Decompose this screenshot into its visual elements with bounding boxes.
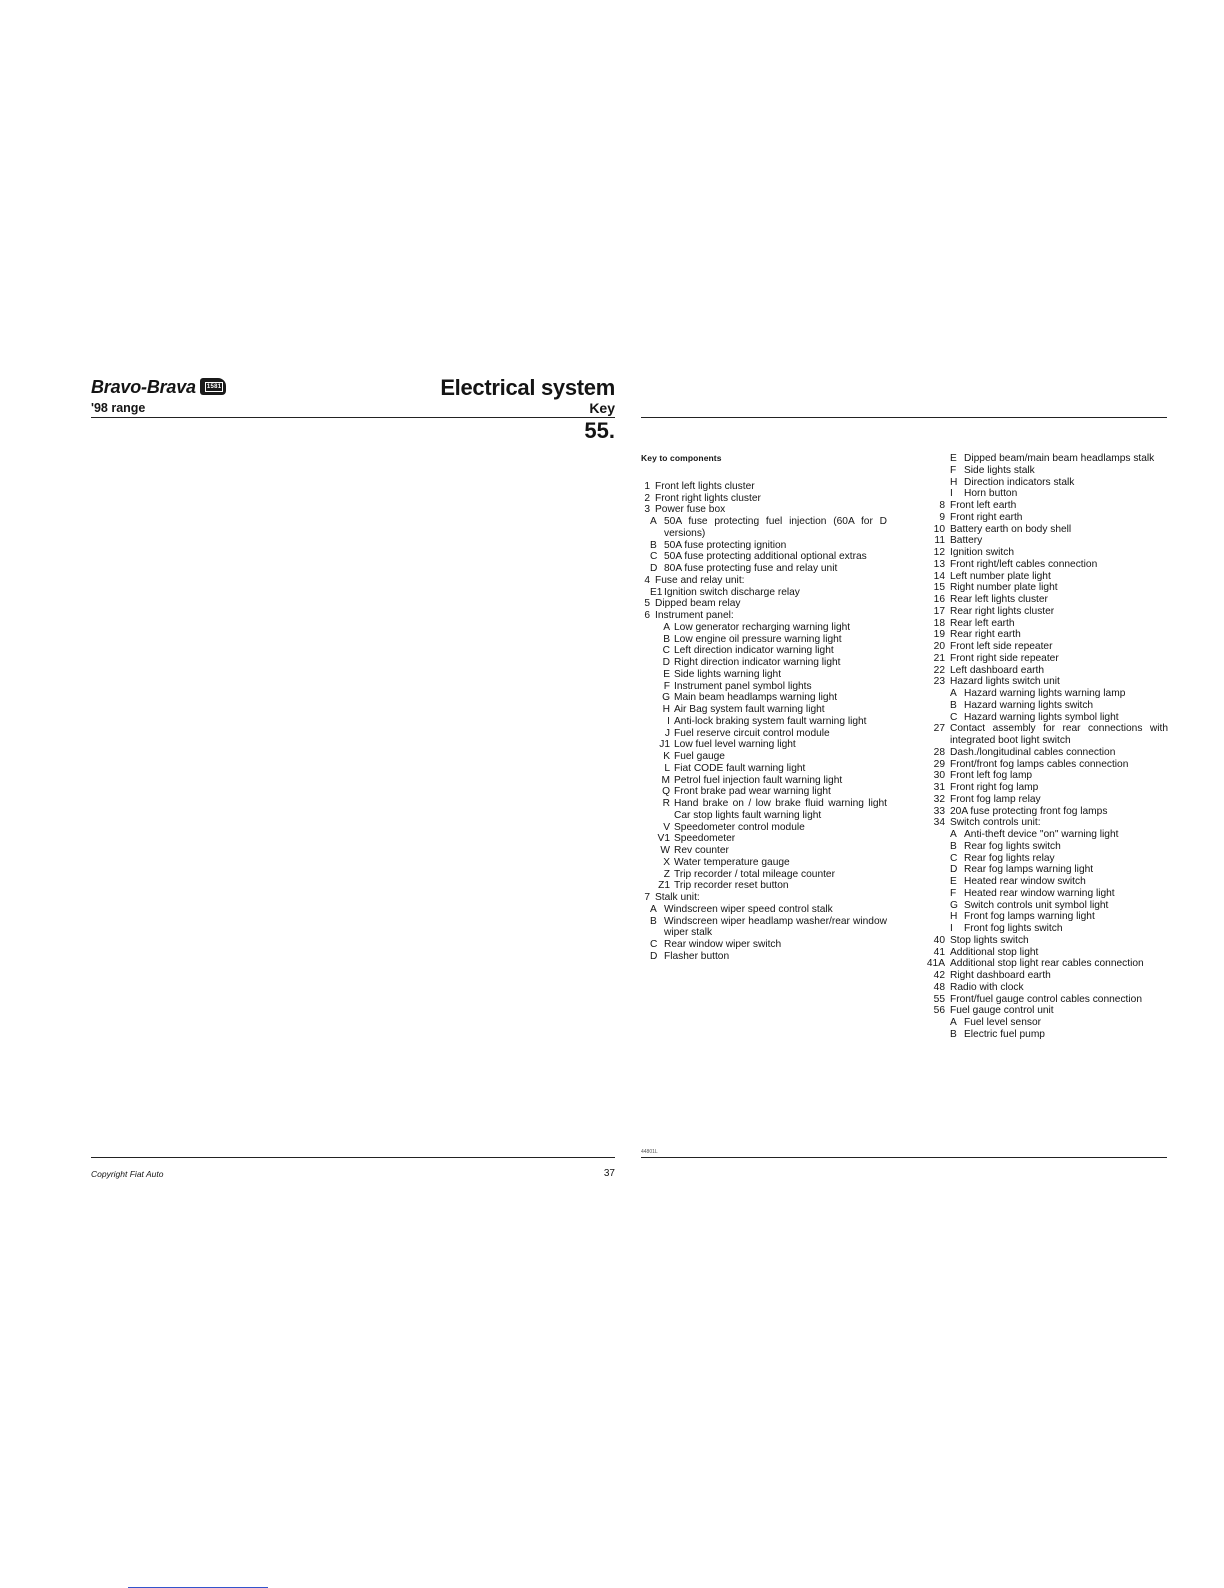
subitem-label: Left direction indicator warning light xyxy=(674,645,834,657)
subitem-label: Hazard warning lights symbol light xyxy=(964,711,1119,723)
subitem-letter: Q xyxy=(662,786,670,798)
component-subitem xyxy=(641,587,887,599)
component-item xyxy=(918,512,1168,524)
subitem-letter: V xyxy=(663,821,670,833)
component-label: Hazard lights switch unit xyxy=(950,676,1060,688)
subitem-label: Instrument panel symbol lights xyxy=(674,680,812,692)
component-subitem xyxy=(918,465,1168,477)
component-subitem xyxy=(641,822,887,834)
subitem-label: Hazard warning lights switch xyxy=(964,699,1094,711)
component-list-2 xyxy=(918,453,1168,1041)
component-item xyxy=(918,547,1168,559)
subitem-label: Speedometer control module xyxy=(674,821,805,833)
component-item xyxy=(641,504,887,516)
subitem-letter: B xyxy=(650,915,657,927)
component-subitem xyxy=(641,951,887,963)
subitem-label: Side lights warning light xyxy=(674,668,782,680)
key-column-2 xyxy=(918,453,1168,1041)
subitem-label: Low engine oil pressure warning light xyxy=(674,633,842,645)
component-label: Front right/left cables connection xyxy=(950,558,1098,570)
component-label: Stop lights switch xyxy=(950,934,1029,946)
component-number: 12 xyxy=(933,547,945,558)
subitem-label: Heated rear window switch xyxy=(964,876,1086,887)
component-label: Dash./longitudinal cables connection xyxy=(950,746,1116,758)
component-item xyxy=(918,982,1168,994)
component-label: Front left earth xyxy=(950,500,1017,511)
subitem-label: Petrol fuel injection fault warning light xyxy=(674,774,843,786)
component-subitem xyxy=(918,1029,1168,1041)
subitem-letter: D xyxy=(950,864,958,876)
section-title: Electrical system xyxy=(440,375,615,400)
component-item xyxy=(641,598,887,610)
component-subitem xyxy=(641,669,887,681)
component-item xyxy=(918,594,1168,606)
subitem-label: Dipped beam/main beam headlamps stalk xyxy=(964,453,1155,464)
component-item xyxy=(641,493,887,505)
component-label: Rear right lights cluster xyxy=(950,605,1055,617)
subitem-letter: Z xyxy=(663,868,670,880)
component-label: Ignition switch xyxy=(950,547,1014,558)
component-subitem xyxy=(918,688,1168,700)
subitem-letter: H xyxy=(662,704,670,715)
subitem-label: Side lights stalk xyxy=(964,464,1035,476)
component-subitem xyxy=(918,900,1168,912)
component-label: Front right earth xyxy=(950,511,1023,523)
footer-divider-right xyxy=(641,1157,1167,1158)
component-label: Front left lights cluster xyxy=(655,480,755,492)
subitem-label: 50A fuse protecting fuel injection (60A for D versions) xyxy=(664,516,887,539)
subitem-label: Trip recorder / total mileage counter xyxy=(674,868,835,880)
key-column-1 xyxy=(641,453,887,963)
brand-title: Bravo-Brava 1581 xyxy=(91,377,226,398)
component-number: 21 xyxy=(933,652,945,664)
component-subitem xyxy=(918,477,1168,489)
component-number: 18 xyxy=(933,617,945,629)
subitem-letter: I xyxy=(667,715,670,727)
component-item xyxy=(918,676,1168,688)
component-number: 13 xyxy=(933,558,945,570)
component-subitem xyxy=(641,845,887,857)
subitem-letter: B xyxy=(950,840,957,852)
component-item xyxy=(918,947,1168,959)
component-number: 11 xyxy=(934,535,945,547)
component-item xyxy=(918,970,1168,982)
subitem-label: Speedometer xyxy=(674,833,736,845)
header-divider-right xyxy=(641,417,1167,418)
subitem-letter: J xyxy=(664,727,670,739)
component-item xyxy=(918,665,1168,677)
component-item xyxy=(918,958,1168,970)
subitem-letter: I xyxy=(950,488,953,500)
component-label: Right number plate light xyxy=(950,582,1058,594)
subitem-label: Fuel level sensor xyxy=(964,1017,1042,1028)
subitem-letter: J1 xyxy=(659,739,670,751)
component-number: 7 xyxy=(644,892,650,903)
subitem-letter: R xyxy=(662,798,670,809)
subitem-letter: A xyxy=(650,516,657,527)
component-subitem xyxy=(641,622,887,634)
document-reference: 44801L xyxy=(641,1149,658,1155)
component-subitem xyxy=(641,751,887,763)
component-subitem xyxy=(641,775,887,787)
component-subitem xyxy=(641,763,887,775)
component-subitem xyxy=(641,681,887,693)
component-item xyxy=(918,935,1168,947)
component-item xyxy=(918,770,1168,782)
component-item xyxy=(918,794,1168,806)
subitem-letter: C xyxy=(650,939,658,950)
component-subitem xyxy=(641,645,887,657)
component-label: Rear left lights cluster xyxy=(950,594,1048,605)
subitem-label: Horn button xyxy=(964,488,1018,500)
subitem-letter: Z1 xyxy=(658,880,670,892)
subitem-letter: G xyxy=(662,692,670,704)
component-number: 6 xyxy=(644,610,650,621)
section-page-code: 55. xyxy=(584,418,615,443)
subitem-label: Low fuel level warning light xyxy=(674,739,796,751)
component-number: 20 xyxy=(933,641,945,652)
component-subitem xyxy=(641,716,887,728)
component-number: 56 xyxy=(933,1005,945,1017)
subitem-letter: K xyxy=(663,751,670,762)
subitem-label: 80A fuse protecting fuse and relay unit xyxy=(664,563,838,574)
component-label: Fuel gauge control unit xyxy=(950,1005,1054,1017)
subitem-letter: E xyxy=(950,876,957,887)
subitem-letter: F xyxy=(663,680,670,692)
subitem-label: Rear fog lights switch xyxy=(964,840,1061,852)
subitem-label: Rear fog lamps warning light xyxy=(964,864,1094,876)
component-label: Switch controls unit: xyxy=(950,817,1041,829)
subitem-letter: H xyxy=(950,911,958,923)
component-item xyxy=(918,535,1168,547)
key-heading: Key to components xyxy=(641,453,722,463)
component-subitem xyxy=(918,911,1168,923)
subitem-letter: E1 xyxy=(650,586,663,598)
component-subitem xyxy=(641,916,887,940)
component-subitem xyxy=(641,540,887,552)
component-label: Radio with clock xyxy=(950,981,1024,993)
subitem-label: Flasher button xyxy=(664,950,730,962)
component-label: Stalk unit: xyxy=(655,892,700,903)
subitem-label: Low generator recharging warning light xyxy=(674,621,851,633)
component-item xyxy=(918,571,1168,583)
subitem-label: Fuel reserve circuit control module xyxy=(674,727,830,739)
component-subitem xyxy=(918,923,1168,935)
component-subitem xyxy=(641,739,887,751)
subitem-letter: I xyxy=(950,923,953,934)
component-item xyxy=(641,892,887,904)
component-item xyxy=(918,641,1168,653)
header-divider-left xyxy=(91,417,615,418)
component-item xyxy=(918,524,1168,536)
component-item xyxy=(918,723,1168,747)
component-label: Battery xyxy=(950,535,983,547)
component-subitem xyxy=(641,798,887,822)
footer-divider-left xyxy=(91,1157,615,1158)
page-number: 37 xyxy=(603,1168,615,1179)
component-subitem xyxy=(918,888,1168,900)
component-label: Left number plate light xyxy=(950,570,1051,582)
component-label: Front right lights cluster xyxy=(655,492,761,504)
component-item xyxy=(918,806,1168,818)
component-item xyxy=(918,994,1168,1006)
subitem-label: Hand brake on / low brake fluid warning light Car stop lights fault warning light xyxy=(674,798,887,821)
copyright-notice: Copyright Fiat Auto xyxy=(91,1169,164,1179)
component-subitem xyxy=(641,563,887,575)
subitem-letter: C xyxy=(650,551,658,563)
component-label: Front left side repeater xyxy=(950,641,1053,652)
component-label: Contact assembly for rear connections with integrated boot light switch xyxy=(950,723,1168,746)
subitem-letter: E xyxy=(663,668,670,680)
subitem-letter: C xyxy=(662,645,670,657)
component-subitem xyxy=(641,786,887,798)
component-label: Battery earth on body shell xyxy=(950,523,1072,535)
subitem-label: Main beam headlamps warning light xyxy=(674,692,838,704)
component-number: 9 xyxy=(939,511,945,523)
component-label: Front right fog lamp xyxy=(950,782,1039,793)
subitem-label: Rear window wiper switch xyxy=(664,939,782,950)
component-label: Rear right earth xyxy=(950,629,1021,641)
component-item xyxy=(918,817,1168,829)
component-number: 34 xyxy=(933,817,945,829)
component-subitem xyxy=(918,841,1168,853)
component-subitem xyxy=(918,488,1168,500)
subitem-letter: D xyxy=(650,563,658,574)
subitem-letter: W xyxy=(660,845,670,856)
subitem-label: Windscreen wiper speed control stalk xyxy=(664,903,833,915)
subitem-label: Electric fuel pump xyxy=(964,1028,1045,1040)
model-range: '98 range xyxy=(91,401,146,415)
component-subitem xyxy=(918,700,1168,712)
component-number: 48 xyxy=(933,981,945,993)
subitem-letter: B xyxy=(950,699,957,711)
component-subitem xyxy=(641,551,887,563)
subitem-label: Trip recorder reset button xyxy=(674,880,789,892)
component-subitem xyxy=(641,857,887,869)
component-number: 1 xyxy=(644,480,650,492)
subitem-label: Hazard warning lights warning lamp xyxy=(964,688,1126,699)
subitem-letter: G xyxy=(950,899,958,911)
subitem-label: Rear fog lights relay xyxy=(964,852,1055,864)
subitem-letter: F xyxy=(950,464,957,476)
subitem-letter: B xyxy=(650,539,657,551)
subitem-label: 50A fuse protecting additional optional extras xyxy=(664,551,867,563)
subitem-label: Anti-theft device "on" warning light xyxy=(964,829,1119,840)
component-item xyxy=(641,610,887,622)
subitem-label: Heated rear window warning light xyxy=(964,887,1115,899)
subitem-letter: F xyxy=(950,887,957,899)
component-number: 32 xyxy=(933,793,945,805)
component-number: 28 xyxy=(933,746,945,758)
component-number: 16 xyxy=(933,594,945,605)
component-subitem xyxy=(641,869,887,881)
component-number: 42 xyxy=(933,970,945,981)
subitem-letter: B xyxy=(950,1028,957,1040)
subitem-label: Water temperature gauge xyxy=(674,856,790,868)
component-subitem xyxy=(641,939,887,951)
subitem-letter: X xyxy=(663,856,670,868)
component-item xyxy=(918,559,1168,571)
component-number: 31 xyxy=(933,782,945,793)
subitem-label: Front fog lights switch xyxy=(964,923,1063,934)
component-number: 27 xyxy=(933,723,945,735)
subitem-letter: H xyxy=(950,476,958,488)
subitem-letter: D xyxy=(650,950,658,962)
component-number: 30 xyxy=(933,770,945,782)
component-number: 23 xyxy=(933,676,945,688)
component-number: 2 xyxy=(644,492,650,504)
subitem-letter: A xyxy=(663,621,670,633)
subitem-label: Switch controls unit symbol light xyxy=(964,899,1109,911)
component-label: Instrument panel: xyxy=(655,610,734,621)
component-label: Rear left earth xyxy=(950,617,1015,629)
subitem-letter: A xyxy=(950,1017,957,1028)
subitem-label: Air Bag system fault warning light xyxy=(674,704,825,715)
subitem-label: Windscreen wiper headlamp washer/rear window wiper stalk xyxy=(664,915,887,939)
component-label: Dipped beam relay xyxy=(655,598,741,610)
component-item xyxy=(918,606,1168,618)
component-subitem xyxy=(641,516,887,540)
subitem-label: Front fog lamps warning light xyxy=(964,911,1095,923)
subitem-letter: A xyxy=(950,688,957,699)
component-number: 4 xyxy=(644,574,650,586)
component-item xyxy=(918,629,1168,641)
component-label: Power fuse box xyxy=(655,504,726,516)
component-subitem xyxy=(918,876,1168,888)
fiat-logo-icon: 1581 xyxy=(200,378,226,395)
key-label: Key xyxy=(589,400,615,416)
component-subitem xyxy=(641,692,887,704)
component-item xyxy=(918,582,1168,594)
component-item xyxy=(918,782,1168,794)
subitem-label: Rev counter xyxy=(674,845,729,856)
subitem-letter: B xyxy=(663,633,670,645)
subitem-letter: L xyxy=(664,762,670,774)
component-number: 10 xyxy=(933,523,945,535)
component-list-1 xyxy=(641,481,887,963)
component-number: 3 xyxy=(644,504,650,516)
subitem-label: Fiat CODE fault warning light xyxy=(674,762,806,774)
component-label: 20A fuse protecting front fog lamps xyxy=(950,805,1108,817)
component-item xyxy=(918,747,1168,759)
subitem-label: Right direction indicator warning light xyxy=(674,657,841,668)
component-number: 8 xyxy=(939,500,945,511)
subitem-letter: A xyxy=(950,829,957,840)
component-item xyxy=(918,653,1168,665)
component-subitem xyxy=(918,453,1168,465)
component-label: Front/front fog lamps cables connection xyxy=(950,758,1129,770)
component-label: Front/fuel gauge control cables connection xyxy=(950,993,1142,1005)
subitem-label: Ignition switch discharge relay xyxy=(664,586,800,598)
component-label: Right dashboard earth xyxy=(950,970,1051,981)
component-item xyxy=(641,575,887,587)
component-number: 22 xyxy=(933,664,945,676)
subitem-letter: V1 xyxy=(657,833,670,845)
component-label: Left dashboard earth xyxy=(950,664,1045,676)
component-number: 40 xyxy=(933,934,945,946)
component-subitem xyxy=(641,728,887,740)
component-item xyxy=(918,759,1168,771)
subitem-label: Front brake pad wear warning light xyxy=(674,786,831,798)
component-number: 15 xyxy=(933,582,945,594)
component-item xyxy=(918,618,1168,630)
component-number: 41A xyxy=(926,958,945,970)
component-subitem xyxy=(918,864,1168,876)
component-label: Additional stop light xyxy=(950,946,1039,958)
subitem-label: Anti-lock braking system fault warning light xyxy=(674,715,867,727)
component-label: Front fog lamp relay xyxy=(950,793,1041,805)
subitem-letter: M xyxy=(661,774,670,786)
component-number: 55 xyxy=(933,993,945,1005)
component-subitem xyxy=(641,634,887,646)
component-label: Front right side repeater xyxy=(950,652,1059,664)
subitem-letter: E xyxy=(950,453,957,464)
subitem-letter: D xyxy=(662,657,670,668)
component-number: 19 xyxy=(933,629,945,641)
subitem-letter: A xyxy=(650,903,657,915)
component-subitem xyxy=(641,704,887,716)
component-subitem xyxy=(641,657,887,669)
subitem-label: 50A fuse protecting ignition xyxy=(664,539,787,551)
component-number: 14 xyxy=(933,570,945,582)
component-subitem xyxy=(641,904,887,916)
subitem-letter: C xyxy=(950,852,958,864)
component-item xyxy=(641,481,887,493)
component-number: 29 xyxy=(933,758,945,770)
component-item xyxy=(918,500,1168,512)
component-subitem xyxy=(918,1017,1168,1029)
component-number: 33 xyxy=(933,805,945,817)
component-subitem xyxy=(641,880,887,892)
subitem-letter: C xyxy=(950,711,958,723)
component-number: 41 xyxy=(933,946,945,958)
component-label: Fuse and relay unit: xyxy=(655,574,745,586)
component-subitem xyxy=(918,712,1168,724)
component-item xyxy=(918,1005,1168,1017)
component-number: 5 xyxy=(644,598,650,610)
component-subitem xyxy=(918,853,1168,865)
component-subitem xyxy=(641,833,887,845)
component-label: Additional stop light rear cables connection xyxy=(950,958,1144,970)
component-subitem xyxy=(918,829,1168,841)
subitem-label: Fuel gauge xyxy=(674,751,725,762)
subitem-label: Direction indicators stalk xyxy=(964,476,1075,488)
component-label: Front left fog lamp xyxy=(950,770,1033,782)
component-number: 17 xyxy=(933,605,945,617)
